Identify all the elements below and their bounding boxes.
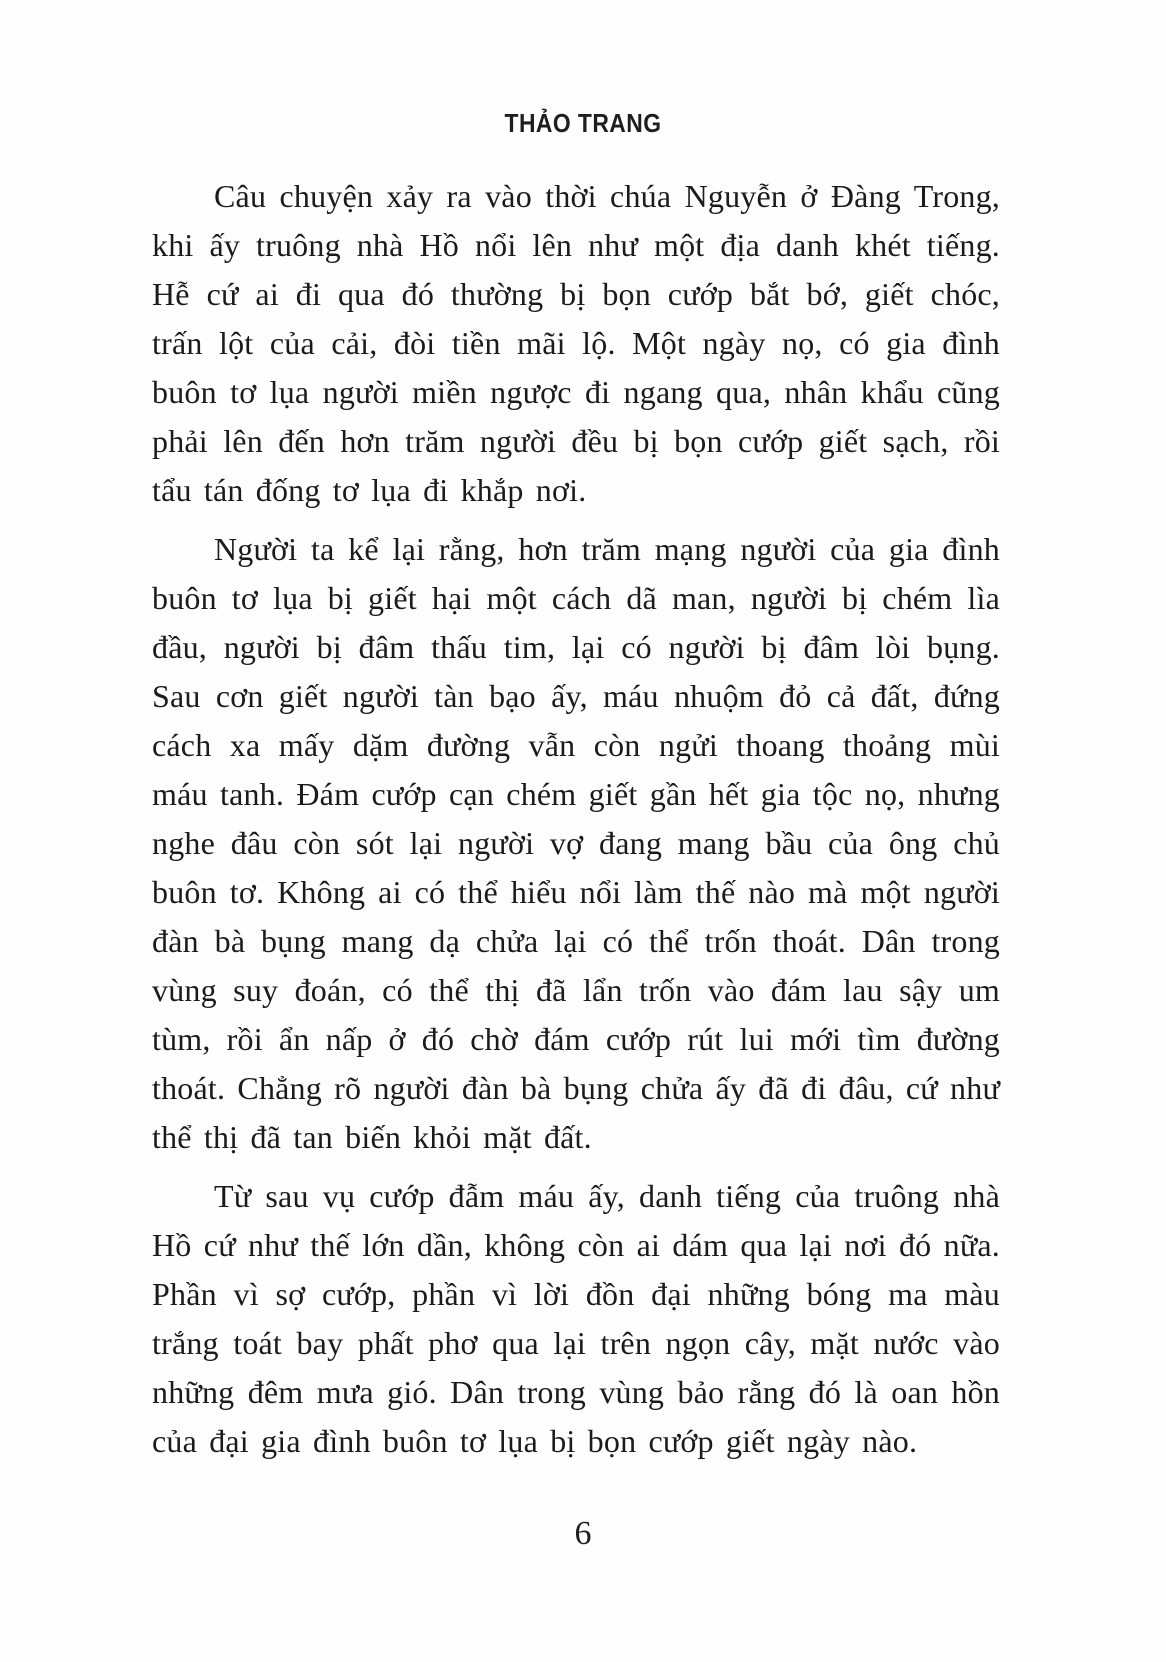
paragraph-3: Từ sau vụ cướp đẫm máu ấy, danh tiếng của truông nhà Hồ cứ như thế lớn dần, không còn ai dám qua lại nơi đó nữa. Phần vì sợ cướp, phần vì lời đồn đại những bóng ma màu trắng toát bay phất phơ qua lại trên ngọn cây, mặt nước vào những đêm mưa gió. Dân trong vùng bảo rằng đó là oan hồn của đại gia đình buôn tơ lụa bị bọn cướp giết ngày nào. [152, 1178, 1000, 1459]
running-header: THẢO TRANG [504, 108, 662, 138]
paragraph-2: Người ta kể lại rằng, hơn trăm mạng người của gia đình buôn tơ lụa bị giết hại một cách dã man, người bị chém lìa đầu, người bị đâm thấu tim, lại có người bị đâm lòi bụng. Sau cơn giết người tàn bạo ấy, máu nhuộm đỏ cả đất, đứng cách xa mấy dặm đường vẫn còn ngửi thoang thoảng mùi máu tanh. Đám cướp cạn chém giết gần hết gia tộc nọ, nhưng nghe đâu còn sót lại người vợ đang mang bầu của ông chủ buôn tơ. Không ai có thể hiểu nổi làm thế nào mà một người đàn bà bụng mang dạ chửa lại có thể trốn thoát. Dân trong vùng suy đoán, có thể thị đã lẩn trốn vào đám lau sậy um tùm, rồi ẩn nấp ở đó chờ đám cướp rút lui mới tìm đường thoát. Chẳng rõ người đàn bà bụng chửa ấy đã đi đâu, cứ như thể thị đã tan biến khỏi mặt đất. [152, 531, 1000, 1155]
body-text [152, 172, 1000, 1466]
page-number: 6 [574, 1515, 592, 1552]
paragraph-1: Câu chuyện xảy ra vào thời chúa Nguyễn ở Đàng Trong, khi ấy truông nhà Hồ nổi lên như một địa danh khét tiếng. Hễ cứ ai đi qua đó thường bị bọn cướp bắt bớ, giết chóc, trấn lột của cải, đòi tiền mãi lộ. Một ngày nọ, có gia đình buôn tơ lụa người miền ngược đi ngang qua, nhân khẩu cũng phải lên đến hơn trăm người đều bị bọn cướp giết sạch, rồi tẩu tán đống tơ lụa đi khắp nơi. [152, 178, 1000, 508]
